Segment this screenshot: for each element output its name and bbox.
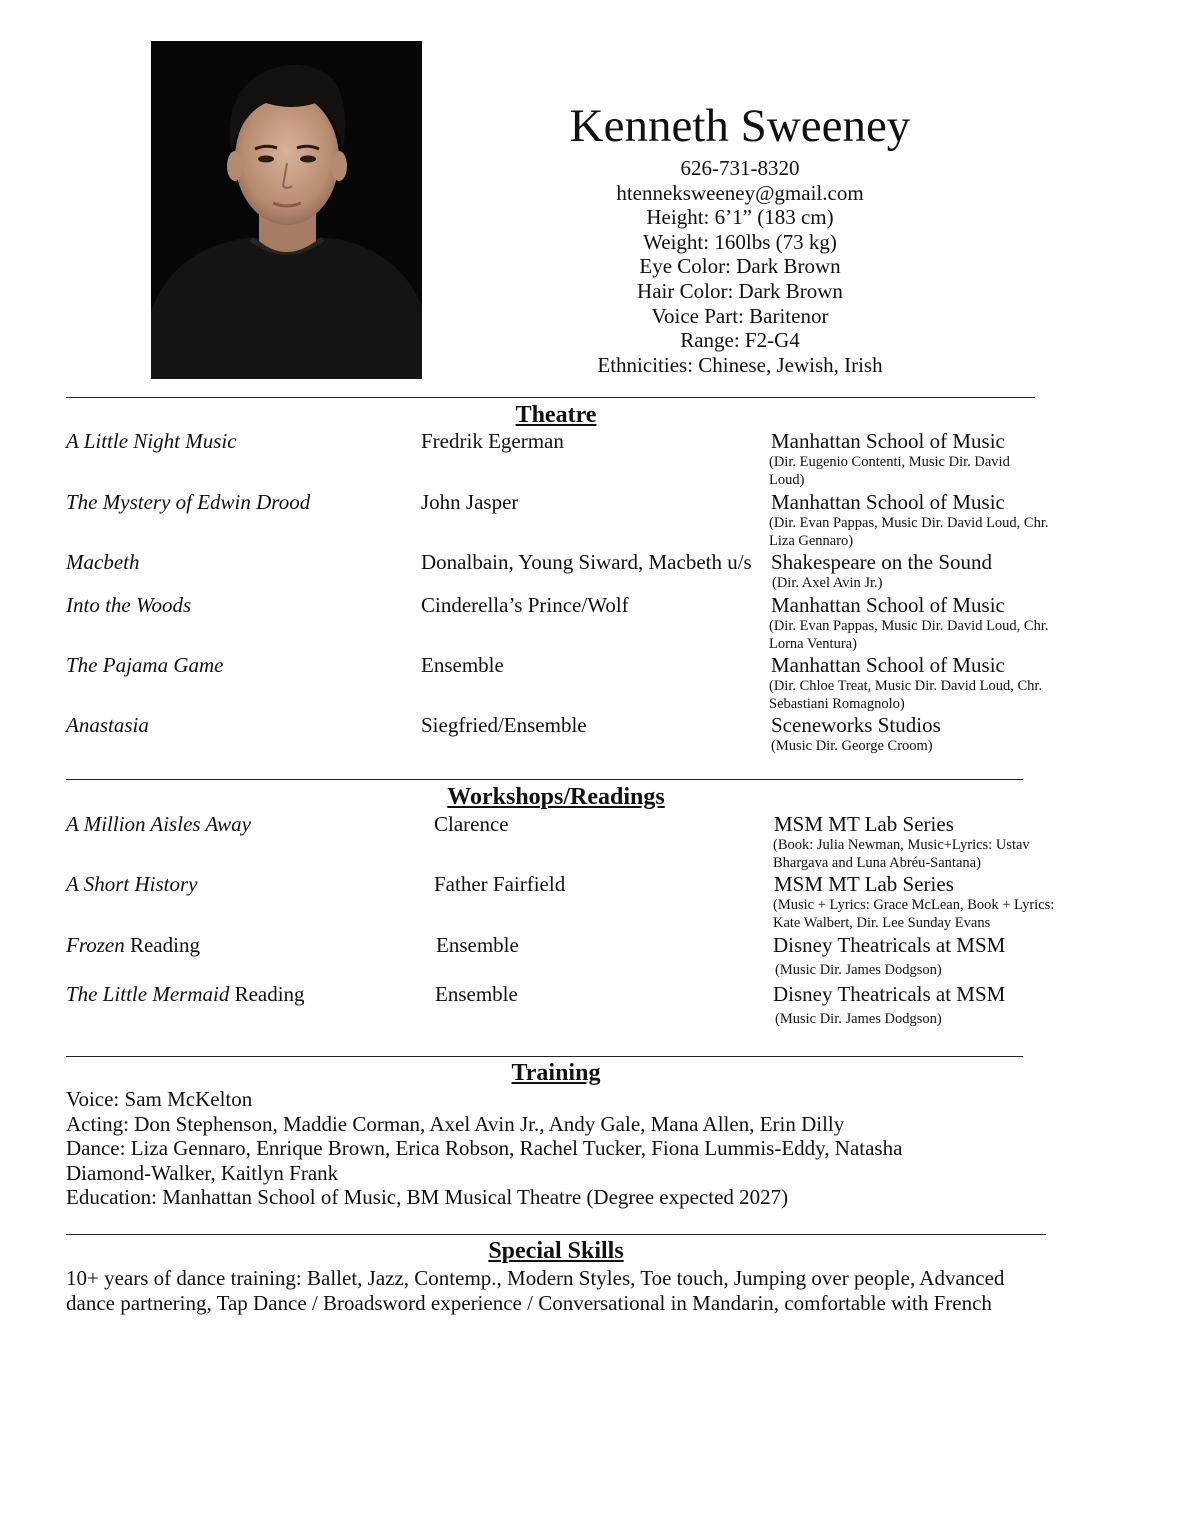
credit-title: Macbeth xyxy=(66,550,140,574)
credit-note: (Book: Julia Newman, Music+Lyrics: Ustav Bhargava and Luna Abréu-Santana) xyxy=(773,837,1030,871)
phone-number: 626-731-8320 xyxy=(680,156,800,180)
credit-role: Cinderella’s Prince/Wolf xyxy=(421,593,629,617)
credit-note: (Dir. Eugenio Contenti, Music Dir. David Loud) xyxy=(769,454,1010,488)
credit-title-suffix: Reading xyxy=(124,933,200,957)
credit-note: (Dir. Chloe Treat, Music Dir. David Loud, Chr. Sebastiani Romagnolo) xyxy=(769,678,1043,712)
credit-role: Fredrik Egerman xyxy=(421,429,564,453)
credit-venue: Shakespeare on the Sound xyxy=(771,550,993,574)
credit-note: (Dir. Axel Avin Jr.) xyxy=(772,575,883,591)
credit-title xyxy=(66,982,305,1006)
special-skills-text: 10+ years of dance training: Ballet, Jazz, Contemp., Modern Styles, Toe touch, Jumping over people, Advanced dance partnering, Tap Dance / Broadsword experience / Conversational in Mandarin, comfortable with French xyxy=(66,1266,1005,1315)
divider-rule xyxy=(66,397,1035,398)
range-line: Range: F2-G4 xyxy=(680,328,800,353)
credit-role: John Jasper xyxy=(421,490,519,514)
credit-title-italic: A Million Aisles Away xyxy=(66,812,251,836)
credit-venue: Disney Theatricals at MSM xyxy=(773,982,1006,1006)
credit-note: (Music Dir. George Croom) xyxy=(771,738,933,754)
divider-rule xyxy=(66,779,1023,780)
credit-role: Clarence xyxy=(434,812,509,836)
credit-title-suffix: Reading xyxy=(229,982,305,1006)
credit-role: Ensemble xyxy=(435,982,518,1006)
contact-header xyxy=(520,98,960,377)
credit-venue: Sceneworks Studios xyxy=(771,713,941,737)
credit-role: Ensemble xyxy=(436,933,519,957)
credit-role: Donalbain, Young Siward, Macbeth u/s xyxy=(421,550,752,574)
credit-venue: Manhattan School of Music xyxy=(771,429,1005,453)
credit-title: The Mystery of Edwin Drood xyxy=(66,490,311,514)
credit-note: (Music Dir. James Dodgson) xyxy=(775,962,942,978)
eye-color-line: Eye Color: Dark Brown xyxy=(639,254,841,279)
credit-note: (Music Dir. James Dodgson) xyxy=(775,1011,942,1027)
credit-venue: Manhattan School of Music xyxy=(771,593,1005,617)
headshot-photo xyxy=(151,41,422,379)
credit-title xyxy=(66,933,200,957)
hair-color-line: Hair Color: Dark Brown xyxy=(637,278,843,303)
performer-name: Kenneth Sweeney xyxy=(569,100,911,152)
height-line: Height: 6’1” (183 cm) xyxy=(646,205,834,230)
credit-role: Father Fairfield xyxy=(434,872,566,896)
credit-note: (Music + Lyrics: Grace McLean, Book + Lyrics: Kate Walbert, Dir. Lee Sunday Evans xyxy=(773,897,1055,931)
credit-note: (Dir. Evan Pappas, Music Dir. David Loud, Chr. Lorna Ventura) xyxy=(769,618,1049,652)
credit-title: The Pajama Game xyxy=(66,653,224,677)
credit-title: Into the Woods xyxy=(66,593,192,617)
divider-rule xyxy=(66,1234,1046,1235)
workshops-heading: Workshops/Readings xyxy=(447,784,665,810)
credit-role: Siegfried/Ensemble xyxy=(421,713,587,737)
training-education: Education: Manhattan School of Music, BM Musical Theatre (Degree expected 2027) xyxy=(66,1185,789,1210)
divider-rule xyxy=(66,1056,1023,1057)
credit-note: (Dir. Evan Pappas, Music Dir. David Loud, Chr. Liza Gennaro) xyxy=(769,515,1049,549)
training-heading: Training xyxy=(511,1060,601,1086)
ethnicities-line: Ethnicities: Chinese, Jewish, Irish xyxy=(597,352,883,377)
credit-venue: Disney Theatricals at MSM xyxy=(773,933,1006,957)
credit-title-italic: Frozen xyxy=(66,933,125,957)
training-acting: Acting: Don Stephenson, Maddie Corman, Axel Avin Jr., Andy Gale, Mana Allen, Erin Dilly xyxy=(66,1111,845,1136)
credit-venue: MSM MT Lab Series xyxy=(774,812,954,836)
credit-venue: Manhattan School of Music xyxy=(771,490,1005,514)
training-voice: Voice: Sam McKelton xyxy=(66,1087,253,1111)
theatre-heading: Theatre xyxy=(515,402,597,428)
credit-title: Anastasia xyxy=(66,713,149,737)
weight-line: Weight: 160lbs (73 kg) xyxy=(643,229,837,254)
credit-title-italic: The Little Mermaid xyxy=(66,982,230,1006)
credit-venue: MSM MT Lab Series xyxy=(774,872,954,896)
credit-title-italic: A Short History xyxy=(66,872,198,896)
voice-part-line: Voice Part: Baritenor xyxy=(651,303,829,328)
credit-role: Ensemble xyxy=(421,653,504,677)
credit-venue: Manhattan School of Music xyxy=(771,653,1005,677)
headshot-image xyxy=(151,41,422,379)
special-skills-heading: Special Skills xyxy=(488,1238,624,1264)
credit-title xyxy=(66,872,197,896)
training-dance: Dance: Liza Gennaro, Enrique Brown, Erica Robson, Rachel Tucker, Fiona Lummis-Eddy, Natasha Diamond-Walker, Kaitlyn Frank xyxy=(66,1136,903,1185)
training-list xyxy=(66,1087,1046,1210)
credit-title xyxy=(66,812,251,836)
email-address: htenneksweeney@gmail.com xyxy=(616,180,864,205)
credit-title: A Little Night Music xyxy=(66,429,237,453)
